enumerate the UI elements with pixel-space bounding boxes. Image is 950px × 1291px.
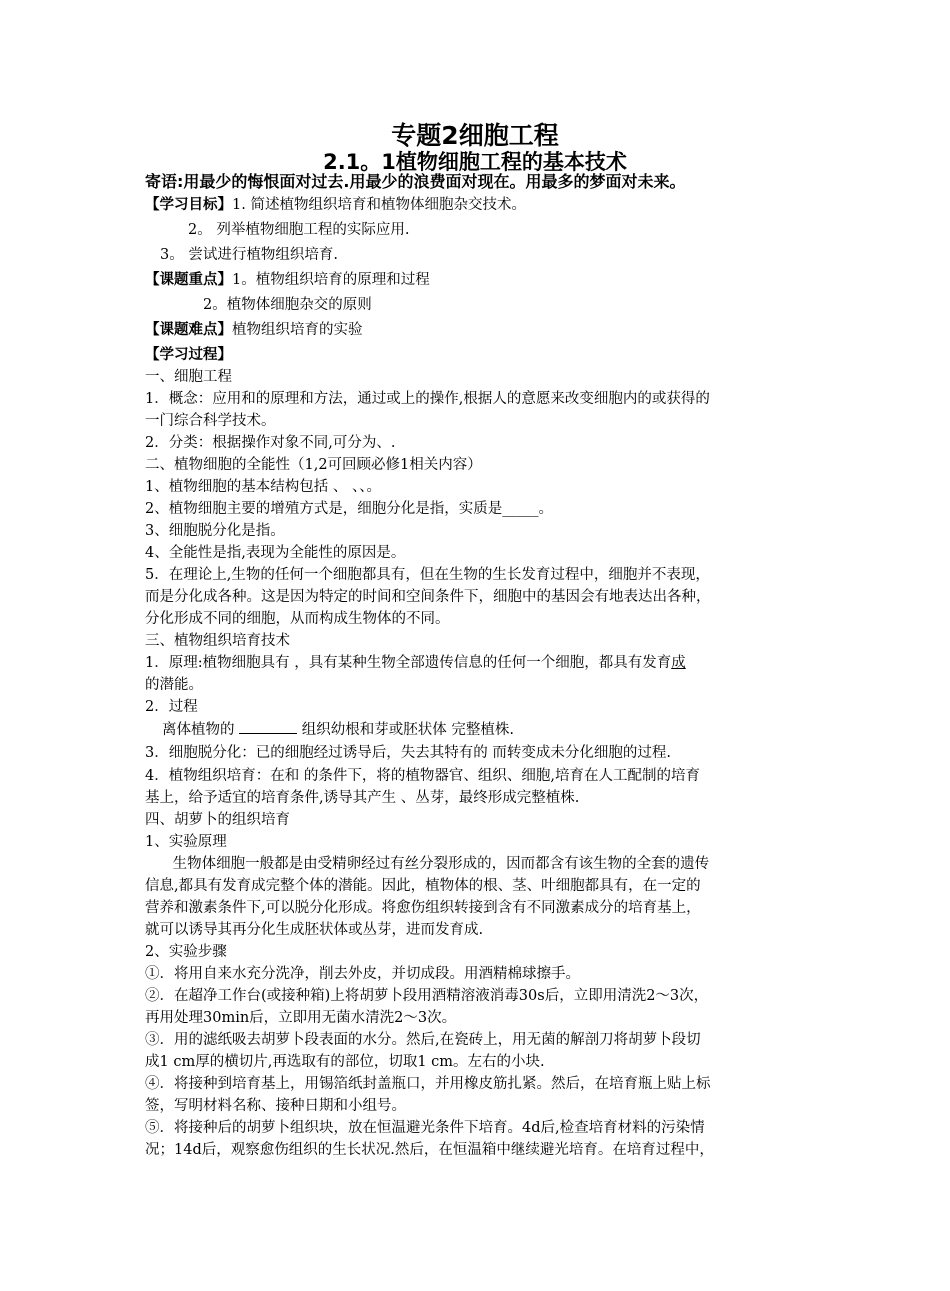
text-line: 一、细胞工程 [145,369,232,385]
key-points-line [145,270,430,290]
text-line: 2．分类：根据操作对象不同,可分为、. [145,435,396,451]
text-line: 4、全能性是指,表现为全能性的原因是。 [145,545,406,561]
text-line: 分化形成不同的细胞，从而构成生物体的不同。 [145,611,450,627]
text-line: 况；14d后，观察愈伤组织的生长状况.然后，在恒温箱中继续避光培育。在培育过程中， [145,1142,714,1158]
difficulty-label: 【课题难点】 [145,322,232,338]
process-flow [162,719,514,740]
difficulty-line [145,320,363,340]
text-line: 营养和激素条件下,可以脱分化形成。将愈伤组织转接到含有不同激素成分的培育基上， [145,900,701,916]
principle-cont: 的潜能。 [145,677,203,693]
text-line: 而是分化成各种。这是因为特定的时间和空间条件下，细胞中的基因会有地表达出各种， [145,589,711,605]
text-line: 再用处理30min后，立即用无菌水清洗2～3次。 [145,1010,457,1026]
text-line: 一门综合科学技术。 [145,413,276,429]
text-line: 5．在理论上,生物的任何一个细胞都具有，但在生物的生长发育过程中，细胞并不表现， [145,567,710,583]
process-heading: 2．过程 [145,699,198,715]
key-points-label: 【课题重点】 [145,272,232,288]
text-line: 成1 cm厚的横切片,再选取有的部位，切取1 cm。左右的小块. [145,1054,545,1070]
text-line: 三、植物组织培育技术 [145,633,290,649]
text-line: 1、实验原理 [145,834,227,850]
principle-text: 1．原理:植物细胞具有 ，具有某种生物全部遗传信息的任何一个细胞，都具有发育 [145,655,672,671]
process-flow-a: 离体植物的 [162,722,240,738]
text-line: 3．细胞脱分化：已的细胞经过诱导后，失去其特有的 而转变成未分化细胞的过程. [145,745,671,761]
text-line: 2、植物细胞主要的增殖方式是，细胞分化是指，实质是_____。 [145,501,553,517]
text-line: ③．用的滤纸吸去胡萝卜段表面的水分。然后,在瓷砖上，用无菌的解剖刀将胡萝卜段切 [145,1032,701,1048]
motto: 寄语:用最少的悔恨面对过去.用最少的浪费面对现在。用最多的梦面对未来。 [145,172,686,191]
text-line: 就可以诱导其再分化生成胚状体或丛芽，进而发育成. [145,922,484,938]
text-line: ④．将接种到培育基上，用锡箔纸封盖瓶口，并用橡皮筋扎紧。然后，在培育瓶上贴上标 [145,1076,711,1092]
key-point-item: 2。植物体细胞杂交的原则 [203,297,372,313]
difficulty-text: 植物组织培育的实验 [232,322,363,338]
text-line: 1．概念：应用和的原理和方法，通过或上的操作,根据人的意愿来改变细胞内的或获得的 [145,391,710,407]
document-title: 专题2细胞工程 [391,121,559,150]
key-point-item: 1。植物组织培育的原理和过程 [232,272,430,288]
document-subtitle: 2.1。1植物细胞工程的基本技术 [323,150,627,174]
text-line: 签，写明材料名称、接种日期和小组号。 [145,1098,406,1114]
text-line: 4．植物组织培育：在和 的条件下，将的植物器官、组织、细胞,培育在人工配制的培育 [145,768,700,784]
text-line: ⑤．将接种后的胡萝卜组织块，放在恒温避光条件下培育。4d后,检查培育材料的污染情 [145,1120,705,1136]
principle-underlined: 成 [671,655,686,671]
process-flow-b: 组织幼根和芽或胚状体 完整植株. [297,722,514,738]
text-line: 二、植物细胞的全能性（1,2可回顾必修1相关内容） [145,457,482,473]
process-label: 【学习过程】 [145,347,232,363]
text-line: 四、胡萝卜的组织培育 [145,812,290,828]
text-line: 信息,都具有发育成完整个体的潜能。因此，植物体的根、茎、叶细胞都具有，在一定的 [145,878,701,894]
objective-item: 1. 简述植物组织培育和植物体细胞杂交技术。 [232,197,526,213]
fill-blank [239,719,297,734]
text-line: 基上，给予适宜的培育条件,诱导其产生 、丛芽，最终形成完整植株. [145,790,580,806]
text-line: 1、植物细胞的基本结构包括 、 、、。 [145,479,381,495]
objectives-line [145,195,526,215]
text-line: 3、细胞脱分化是指。 [145,523,285,539]
principle-line [145,653,686,673]
text-line: 2、实验步骤 [145,944,227,960]
text-line: ②．在超净工作台(或接种箱)上将胡萝卜段用酒精溶液消毒30s后，立即用清洗2～3次， [145,988,709,1004]
text-line: ①．将用自来水充分洗净，削去外皮，并切成段。用酒精棉球擦手。 [145,966,580,982]
objectives-label: 【学习目标】 [145,197,232,213]
text-line: 生物体细胞一般都是由受精卵经过有丝分裂形成的，因而都含有该生物的全套的遗传 [145,856,710,872]
objective-item: 3。 尝试进行植物组织培育. [160,247,338,263]
objective-item: 2。 列举植物细胞工程的实际应用. [188,222,410,238]
